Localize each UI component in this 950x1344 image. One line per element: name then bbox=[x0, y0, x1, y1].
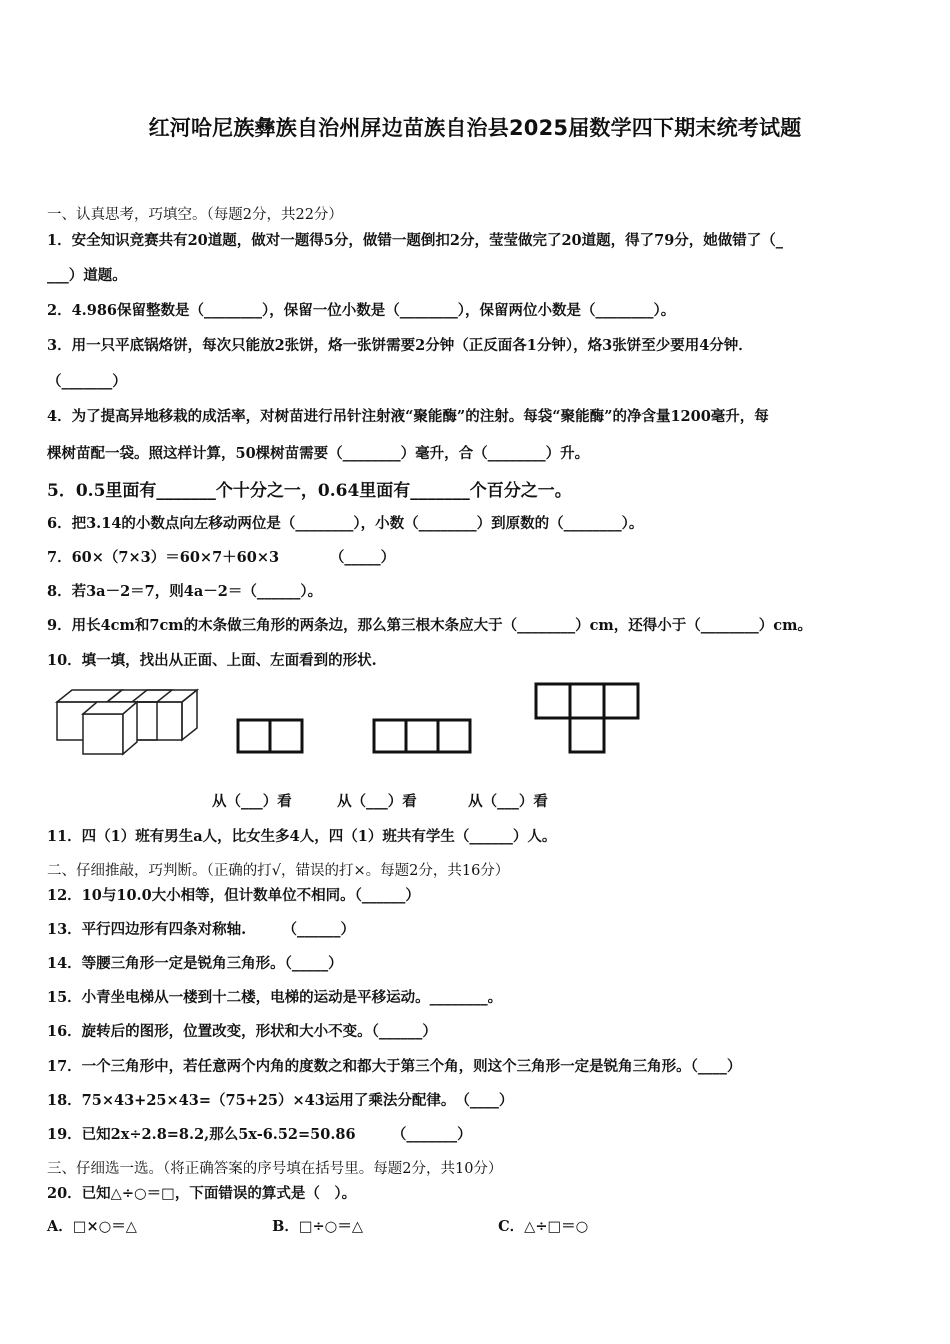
question-4-cont: 棵树苗配一袋。照这样计算，50棵树苗需要（________）毫升，合（________）升。 bbox=[47, 445, 590, 462]
page-title: 红河哈尼族彝族自治州屏边苗族自治县2025届数学四下期末统考试题 bbox=[148, 116, 802, 140]
option-c: C．△÷□＝○ bbox=[498, 1218, 589, 1235]
question-3-cont: （_______） bbox=[47, 373, 127, 390]
question-12: 12．10与10.0大小相等，但计数单位不相同。（______） bbox=[47, 887, 420, 904]
section-2-heading: 二、仔细推敲，巧判断。（正确的打√，错误的打×。每题2分，共16分） bbox=[47, 863, 510, 879]
question-10-view-labels bbox=[212, 790, 548, 811]
section-3-heading: 三、仔细选一选。（将正确答案的序号填在括号里。每题2分，共10分） bbox=[47, 1161, 503, 1177]
question-18: 18．75×43+25×43=（75+25）×43运用了乘法分配律。 （____） bbox=[47, 1092, 514, 1109]
question-10-figures bbox=[47, 676, 907, 766]
question-13: 13．平行四边形有四条对称轴. （______） bbox=[47, 921, 355, 938]
question-20-options bbox=[47, 1215, 588, 1236]
question-17: 17．一个三角形中，若任意两个内角的度数之和都大于第三个角，则这个三角形一定是锐角三角形。（____） bbox=[47, 1058, 742, 1075]
question-4: 4．为了提高异地移栽的成活率，对树苗进行吊针注射液“聚能酶”的注射。每袋“聚能酶”的净含量1200毫升，每 bbox=[47, 408, 769, 425]
view-two-squares bbox=[238, 720, 302, 752]
section-1-heading: 一、认真思考，巧填空。（每题2分，共22分） bbox=[47, 207, 343, 223]
question-7: 7．60×（7×3）＝60×7＋60×3 （_____） bbox=[47, 549, 396, 566]
view-three-squares bbox=[374, 720, 470, 752]
question-16: 16．旋转后的图形，位置改变，形状和大小不变。（______） bbox=[47, 1023, 437, 1040]
option-a: A．□×○＝△ bbox=[47, 1218, 137, 1235]
view-shapes-svg bbox=[47, 676, 907, 766]
question-5: 5．0.5里面有_______个十分之一，0.64里面有_______个百分之一。 bbox=[47, 481, 572, 501]
question-10: 10．填一填，找出从正面、上面、左面看到的形状. bbox=[47, 652, 377, 669]
question-1-cont: ___）道题。 bbox=[47, 267, 127, 284]
question-19: 19．已知2x÷2.8=8.2,那么5x-6.52=50.86 （_______） bbox=[47, 1126, 472, 1143]
question-2: 2．4.986保留整数是（________），保留一位小数是（________），保留两位小数是（________）。 bbox=[47, 302, 676, 319]
question-1: 1．安全知识竞赛共有20道题，做对一题得5分，做错一题倒扣2分，莹莹做完了20道题，得了79分，她做错了（_ bbox=[47, 232, 784, 249]
view-label-2: 从（___）看 bbox=[337, 793, 417, 810]
view-t-shape bbox=[536, 684, 638, 752]
question-8: 8．若3a－2＝7，则4a－2＝（______）。 bbox=[47, 583, 323, 600]
question-9: 9．用长4cm和7cm的木条做三角形的两条边，那么第三根木条应大于（________）cm，还得小于（________）cm。 bbox=[47, 617, 812, 634]
question-3: 3．用一只平底锅烙饼，每次只能放2张饼，烙一张饼需要2分钟（正反面各1分钟），烙3张饼至少要用4分钟． bbox=[47, 337, 753, 354]
question-14: 14．等腰三角形一定是锐角三角形。（_____） bbox=[47, 955, 343, 972]
question-20: 20．已知△÷○＝□，下面错误的算式是（ ）。 bbox=[47, 1185, 357, 1202]
option-b: B．□÷○＝△ bbox=[272, 1218, 363, 1235]
question-6: 6．把3.14的小数点向左移动两位是（________），小数（________）到原数的（________）。 bbox=[47, 515, 644, 532]
question-15: 15．小青坐电梯从一楼到十二楼，电梯的运动是平移运动。________。 bbox=[47, 989, 503, 1006]
question-11: 11．四（1）班有男生a人，比女生多4人，四（1）班共有学生（______）人。 bbox=[47, 828, 557, 845]
view-label-3: 从（___）看 bbox=[468, 793, 548, 810]
view-label-1: 从（___）看 bbox=[212, 793, 292, 810]
isometric-cubes bbox=[57, 690, 197, 754]
